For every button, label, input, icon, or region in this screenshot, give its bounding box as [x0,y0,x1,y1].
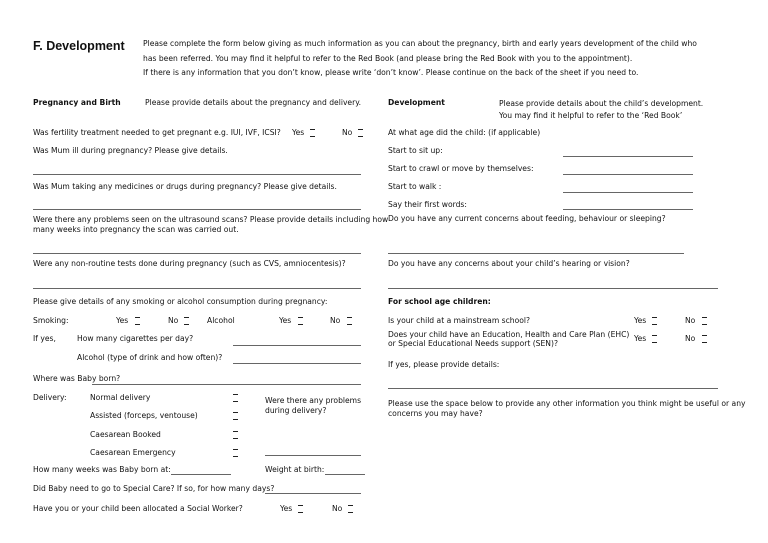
development-heading: Development [388,98,445,107]
fertility-yes-label: Yes [292,128,305,137]
intro-line-2: has been referred. You may find it helpful to refer to the Red Book (and please bring the Red Book with you to the appointment). [143,54,633,63]
if-yes-label: If yes, [33,334,56,343]
weeks-born-question: How many weeks was Baby born at: [33,465,171,474]
delivery-option-caesarean-emergency: Caesarean Emergency [90,448,176,457]
smoking-details-question: Please give details of any smoking or alcohol consumption during pregnancy: [33,297,328,306]
fertility-question: Was fertility treatment needed to get pregnant e.g. IUI, IVF, ICSI? [33,128,281,137]
delivery-option-caesarean-booked: Caesarean Booked [90,430,161,439]
development-heading-note-2: You may find it helpful to refer to the ‘Red Book’ [499,111,683,120]
delivery-caesarean-booked-checkbox[interactable] [233,431,238,439]
delivery-caesarean-emergency-checkbox[interactable] [233,449,238,457]
development-heading-note-1: Please provide details about the child’s development. [499,99,704,108]
where-born-question: Where was Baby born? [33,374,121,383]
mainstream-yes-label: Yes [634,316,647,325]
page-title: F. Development [33,39,125,53]
ehc-no-label: No [685,334,696,343]
delivery-normal-checkbox[interactable] [233,394,238,402]
milestone-walk: Start to walk : [388,182,442,191]
fertility-yes-checkbox[interactable] [310,129,315,137]
milestone-sit-up: Start to sit up: [388,146,443,155]
mum-ill-answer-line[interactable] [33,174,361,175]
smoking-yes-checkbox[interactable] [135,317,140,325]
mum-ill-question: Was Mum ill during pregnancy? Please give details. [33,146,228,155]
crawl-answer-line[interactable] [563,174,693,175]
mainstream-no-checkbox[interactable] [702,317,707,325]
cigarettes-question: How many cigarettes per day? [77,334,194,343]
medicines-question: Was Mum taking any medicines or drugs during pregnancy? Please give details. [33,182,337,191]
delivery-problems-line-2: during delivery? [265,406,327,415]
mainstream-yes-checkbox[interactable] [652,317,657,325]
ehc-details-answer-line[interactable] [388,388,718,389]
alcohol-type-question: Alcohol (type of drink and how often)? [77,353,223,362]
delivery-label: Delivery: [33,393,67,402]
ehc-question-line-2: or Special Educational Needs support (SEN)? [388,339,558,348]
intro-line-3: If there is any information that you don’t know, please write ‘don’t know’. Please continue on the back of the sheet if you need to. [143,68,639,77]
smoking-yes-label: Yes [116,316,129,325]
delivery-assisted-checkbox[interactable] [233,412,238,420]
social-worker-yes-checkbox[interactable] [298,505,303,513]
social-worker-yes-label: Yes [280,504,293,513]
smoking-label: Smoking: [33,316,69,325]
non-routine-question: Were any non-routine tests done during pregnancy (such as CVS, amniocentesis)? [33,259,346,268]
medicines-answer-line[interactable] [33,209,361,210]
weight-answer-line[interactable] [325,474,365,475]
smoking-no-checkbox[interactable] [184,317,189,325]
alcohol-label: Alcohol [207,316,235,325]
ultrasound-question-line-1: Were there any problems seen on the ultrasound scans? Please provide details including how [33,215,389,224]
hearing-question: Do you have any concerns about your child’s hearing or vision? [388,259,630,268]
feeding-answer-line[interactable] [388,253,684,254]
other-info-line-1: Please use the space below to provide any other information you think might be useful or any [388,399,746,408]
delivery-problems-answer-line[interactable] [265,455,361,456]
alcohol-no-label: No [330,316,341,325]
ehc-no-checkbox[interactable] [702,335,707,343]
special-care-answer-line[interactable] [265,493,361,494]
ehc-question-line-1: Does your child have an Education, Health and Care Plan (EHC) [388,330,630,339]
walk-answer-line[interactable] [563,192,693,193]
if-yes-details-question: If yes, please provide details: [388,360,500,369]
non-routine-answer-line[interactable] [33,288,361,289]
alcohol-yes-label: Yes [279,316,292,325]
delivery-problems-line-1: Were there any problems [265,396,362,405]
school-heading: For school age children: [388,297,491,306]
delivery-option-normal: Normal delivery [90,393,151,402]
hearing-answer-line[interactable] [388,288,718,289]
cigarettes-answer-line[interactable] [233,345,361,346]
weeks-born-answer-line[interactable] [171,474,231,475]
alcohol-yes-checkbox[interactable] [298,317,303,325]
fertility-no-label: No [342,128,353,137]
mainstream-question: Is your child at a mainstream school? [388,316,531,325]
intro-line-1: Please complete the form below giving as much information as you can about the pregnancy, birth and early years development of the child who [143,39,697,48]
social-worker-question: Have you or your child been allocated a Social Worker? [33,504,243,513]
pregnancy-heading: Pregnancy and Birth [33,98,121,107]
feeding-question: Do you have any current concerns about feeding, behaviour or sleeping? [388,214,666,223]
ehc-yes-checkbox[interactable] [652,335,657,343]
ehc-yes-label: Yes [634,334,647,343]
milestone-first-words: Say their first words: [388,200,467,209]
social-worker-no-label: No [332,504,343,513]
special-care-question: Did Baby need to go to Special Care? If so, for how many days? [33,484,275,493]
first-words-answer-line[interactable] [563,209,693,210]
alcohol-type-answer-line[interactable] [233,363,361,364]
smoking-no-label: No [168,316,179,325]
delivery-option-assisted: Assisted (forceps, ventouse) [90,411,198,420]
milestone-crawl: Start to crawl or move by themselves: [388,164,534,173]
alcohol-no-checkbox[interactable] [347,317,352,325]
ultrasound-question-line-2: many weeks into pregnancy the scan was carried out. [33,225,239,234]
sit-up-answer-line[interactable] [563,156,693,157]
pregnancy-heading-note: Please provide details about the pregnancy and delivery. [145,98,362,107]
where-born-answer-line[interactable] [92,384,361,385]
ultrasound-answer-line[interactable] [33,253,361,254]
weight-question: Weight at birth: [265,465,325,474]
fertility-no-checkbox[interactable] [358,129,363,137]
mainstream-no-label: No [685,316,696,325]
social-worker-no-checkbox[interactable] [348,505,353,513]
other-info-line-2: concerns you may have? [388,409,483,418]
age-question: At what age did the child: (if applicable) [388,128,541,137]
